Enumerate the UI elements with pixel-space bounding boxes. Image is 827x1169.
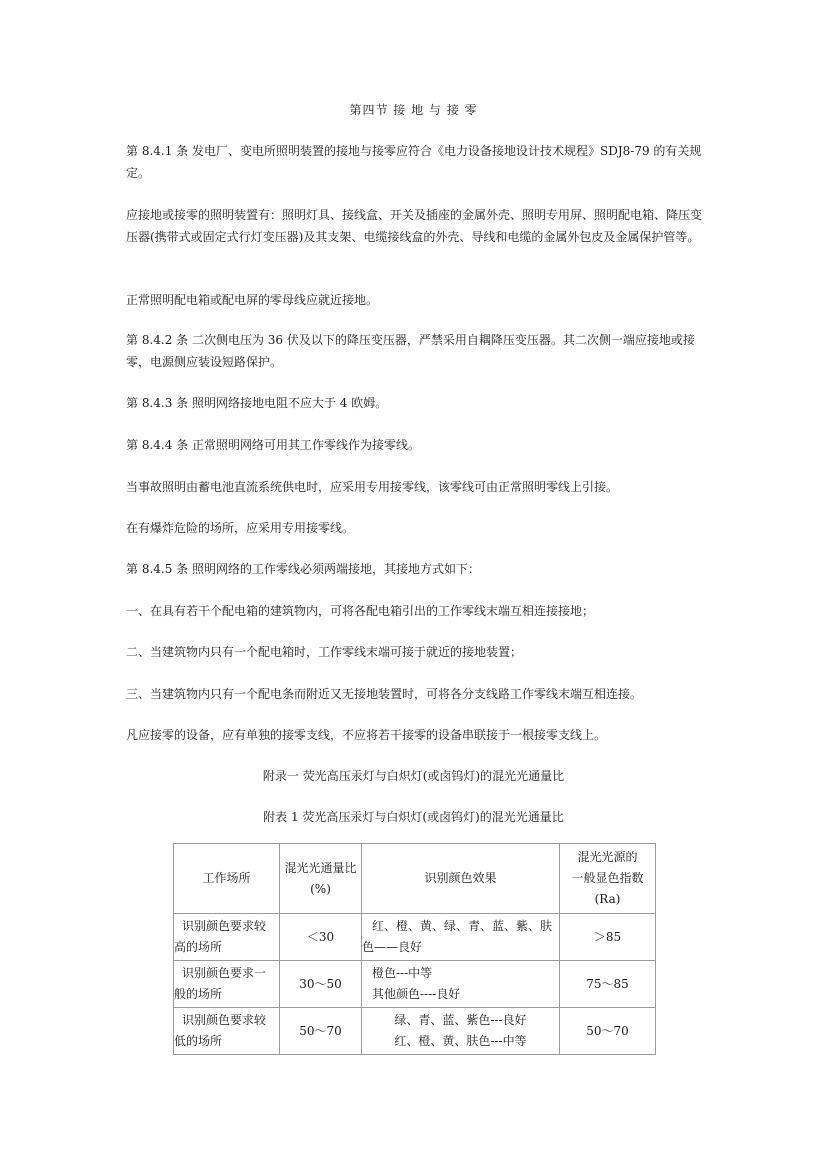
cell-color-effect-line1: 橙色---中等 xyxy=(372,966,433,980)
paragraph-8-4-5: 第 8.4.5 条 照明网络的工作零线必须两端接地，其接地方式如下： xyxy=(126,562,480,576)
cell-work-place-line1: 识别颜色要求一 xyxy=(182,966,267,980)
cell-work-place xyxy=(174,1008,280,1055)
cell-color-effect xyxy=(362,1008,560,1055)
cell-color-effect-line1: 红、橙、黄、绿、青、蓝、紫、肤 xyxy=(372,919,553,933)
paragraph-separate-branch: 凡应接零的设备，应有单独的接零支线，不应将若干接零的设备串联接于一根接零支线上。 xyxy=(126,728,607,742)
cell-color-index: 50～70 xyxy=(560,1008,656,1055)
table-header-row xyxy=(174,844,656,914)
header-work-place xyxy=(174,844,280,914)
header-flux-ratio-line1: 混光光通量比 xyxy=(284,860,357,875)
cell-work-place-line2: 低的场所 xyxy=(174,1034,223,1048)
table-caption: 附表 1 荧光高压汞灯与白炽灯(或卤钨灯)的混光光通量比 xyxy=(263,810,564,824)
paragraph-zero-bus: 正常照明配电箱或配电屏的零母线应就近接地。 xyxy=(126,293,379,307)
header-flux-ratio-line2: (%) xyxy=(310,881,331,896)
cell-work-place-line1: 识别颜色要求较 xyxy=(182,919,267,933)
section-title: 第四节 接 地 与 接 零 xyxy=(349,103,478,117)
paragraph-8-4-2: 第 8.4.2 条 二次侧电压为 36 伏及以下的降压变压器，严禁采用自耦降压变压器。其二次侧一端应接地或接零，电源侧应装设短路保护。 xyxy=(126,333,695,369)
cell-color-effect-line2: 色——良好 xyxy=(362,940,423,954)
header-color-effect xyxy=(362,844,560,914)
header-color-effect-text: 识别颜色效果 xyxy=(424,871,497,885)
cell-color-effect-line2: 其他颜色----良好 xyxy=(372,987,461,1001)
paragraph-emergency-lighting: 当事故照明由蓄电池直流系统供电时，应采用专用接零线，该零线可由正常照明零线上引接。 xyxy=(126,480,619,494)
table-row xyxy=(174,914,656,961)
cell-color-effect-line1: 绿、青、蓝、紫色---良好 xyxy=(394,1013,527,1027)
header-color-index-line2: 一般显色指数 xyxy=(571,871,644,885)
cell-color-index: ＞85 xyxy=(560,914,656,961)
cell-work-place-line1: 识别颜色要求较 xyxy=(182,1013,267,1027)
paragraph-item-3: 三、当建筑物内只有一个配电条而附近又无接地装置时，可将各分支线路工作零线末端互相连接。 xyxy=(126,687,643,701)
paragraph-item-1: 一、在具有若干个配电箱的建筑物内，可将各配电箱引出的工作零线末端互相连接接地； xyxy=(126,604,595,618)
cell-work-place xyxy=(174,914,280,961)
appendix-title: 附录一 荧光高压汞灯与白炽灯(或卤钨灯)的混光光通量比 xyxy=(262,769,565,783)
cell-color-effect xyxy=(362,914,560,961)
header-flux-ratio xyxy=(280,844,362,914)
paragraph-explosion-risk: 在有爆炸危险的场所，应采用专用接零线。 xyxy=(126,521,355,535)
paragraph-8-4-4: 第 8.4.4 条 正常照明网络可用其工作零线作为接零线。 xyxy=(126,438,420,452)
cell-work-place-line2: 般的场所 xyxy=(174,987,223,1001)
cell-work-place-line2: 高的场所 xyxy=(174,940,223,954)
cell-flux-ratio: 30～50 xyxy=(280,961,362,1008)
cell-color-effect-line2: 红、橙、黄、肤色---中等 xyxy=(394,1034,527,1048)
header-color-index-line3: (Ra) xyxy=(594,892,621,906)
cell-flux-ratio: 50～70 xyxy=(280,1008,362,1055)
cell-flux-ratio: ＜30 xyxy=(280,914,362,961)
table-row xyxy=(174,1008,656,1055)
paragraph-item-2: 二、当建筑物内只有一个配电箱时，工作零线末端可接于就近的接地装置； xyxy=(126,645,523,659)
paragraph-8-4-3: 第 8.4.3 条 照明网络接地电阻不应大于 4 欧姆。 xyxy=(126,396,388,410)
paragraph-grounding-devices: 应接地或接零的照明装置有：照明灯具、接线盒、开关及插座的金属外壳、照明专用屏、照明配电箱、降压变压器(携带式或固定式行灯变压器)及其支架、电缆接线盒的外壳、导线和电缆的金属外包皮及金属保护管等。 xyxy=(126,208,703,244)
light-flux-ratio-table xyxy=(173,843,656,1055)
header-work-place-text: 工作场所 xyxy=(202,871,251,885)
header-color-index xyxy=(560,844,656,914)
cell-color-effect xyxy=(362,961,560,1008)
cell-color-index: 75～85 xyxy=(560,961,656,1008)
table-row xyxy=(174,961,656,1008)
paragraph-8-4-1: 第 8.4.1 条 发电厂、变电所照明装置的接地与接零应符合《电力设备接地设计技术规程》SDJ8-79 的有关规定。 xyxy=(126,144,702,180)
header-color-index-line1: 混光光源的 xyxy=(577,850,638,864)
cell-work-place xyxy=(174,961,280,1008)
